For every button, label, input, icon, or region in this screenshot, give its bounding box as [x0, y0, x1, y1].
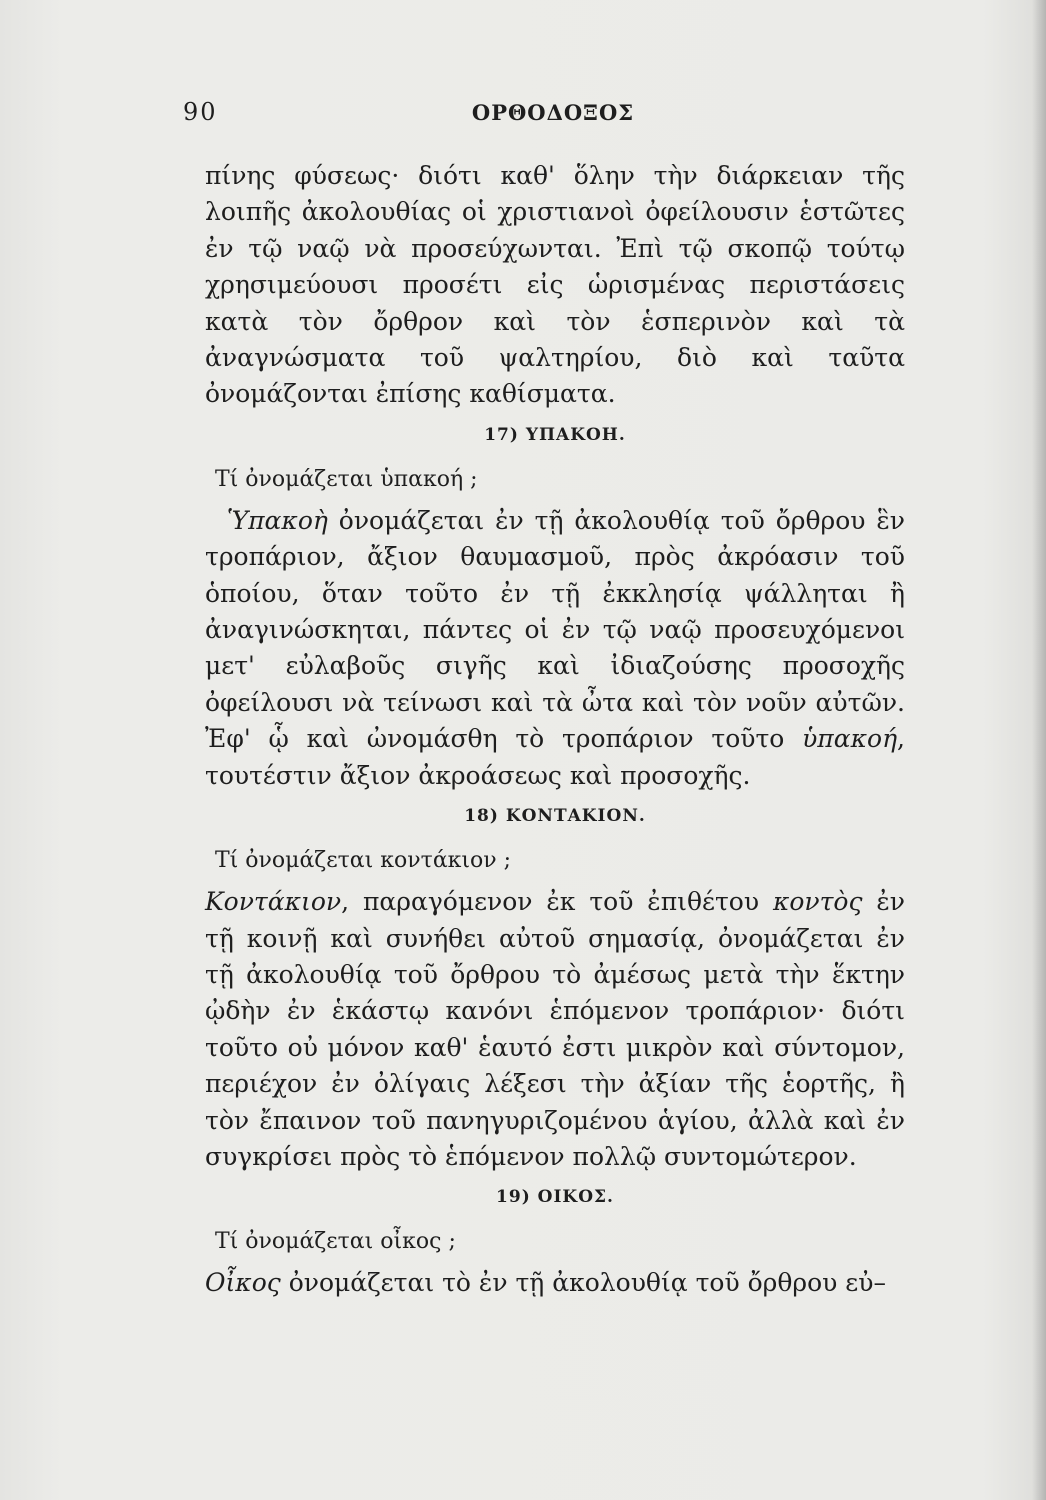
answer-17-text-2: , τουτέστιν ἄξιον ἀκροάσεως καὶ προσοχῆς.: [205, 724, 905, 790]
page-header: [183, 98, 903, 138]
page-edge-shadow: [1032, 0, 1046, 1500]
answer-18: [205, 884, 905, 1175]
page-body: [205, 158, 905, 1302]
section-heading-17: 17) ΥΠΑΚΟΗ.: [484, 424, 626, 445]
page-number: 90: [183, 98, 218, 126]
question-17: Τί ὀνομάζεται ὑπακοή ;: [215, 466, 478, 492]
answer-18-emphasis: κοντὸς: [772, 887, 863, 917]
question-18: Τί ὀνομάζεται κοντάκιον ;: [215, 848, 512, 874]
answer-19-lead: Οἶκος: [205, 1268, 281, 1298]
section-heading-18: 18) ΚΟΝΤΑΚΙΟΝ.: [464, 806, 646, 827]
answer-17-lead: Ὑπακοὴ: [226, 505, 328, 535]
answer-17-text-1: ὀνομάζεται ἐν τῇ ἀκολουθίᾳ τοῦ ὄρθρου ἓν τροπάριον, ἄξιον θαυμασμοῦ, πρὸς ἀκρόασιν τοῦ ὁποίου, ὅταν τοῦτο ἐν τῇ ἐκκλησίᾳ ψάλληται ἢ ἀναγινώσκηται, πάντες οἱ ἐν τῷ ναῷ προσευχόμενοι μετ' εὐλαβοῦς σιγῆς καὶ ἰδιαζούσης προσοχῆς ὀφείλουσι νὰ τείνωσι καὶ τὰ ὦτα καὶ τὸν νοῦν αὐτῶν. Ἐφ' ᾧ καὶ ὠνομάσθη τὸ τροπάριον τοῦτο: [205, 505, 905, 754]
answer-19: [205, 1265, 905, 1301]
paragraph-continued: πίνης φύσεως· διότι καθ' ὅλην τὴν διάρκειαν τῆς λοιπῆς ἀκολουθίας οἱ χριστιανοὶ ὀφείλουσιν ἑστῶτες ἐν τῷ ναῷ νὰ προσεύχωνται. Ἐπὶ τῷ σκοπῷ τούτῳ χρησιμεύουσι προσέτι εἰς ὡρισμένας περιστάσεις κατὰ τὸν ὄρθρον καὶ τὸν ἑσπερινὸν καὶ τὰ ἀναγνώσματα τοῦ ψαλτηρίου, διὸ καὶ ταῦτα ὀνομάζονται ἐπίσης καθίσματα.: [205, 161, 905, 409]
answer-17: [205, 503, 905, 794]
section-heading-19: 19) ΟΙΚΟΣ.: [496, 1187, 614, 1208]
answer-17-emphasis: ὑπακοή: [802, 724, 898, 754]
answer-18-text-1: , παραγόμενον ἐκ τοῦ ἐπιθέτου: [341, 887, 773, 917]
answer-18-lead: Κοντάκιον: [205, 887, 342, 917]
question-19: Τί ὀνομάζεται οἶκος ;: [215, 1229, 456, 1255]
running-title: ΟΡΘΟΔΟΞΟΣ: [471, 100, 635, 125]
answer-19-text-1: ὀνομάζεται τὸ ἐν τῇ ἀκολουθίᾳ τοῦ ὄρθρου εὐ–: [280, 1268, 886, 1298]
answer-18-text-2: ἐν τῇ κοινῇ καὶ συνήθει αὐτοῦ σημασίᾳ, ὀνομάζεται ἐν τῇ ἀκολουθίᾳ τοῦ ὄρθρου τὸ ἀμέσως μετὰ τὴν ἕκτην ᾠδὴν ἐν ἑκάστῳ κανόνι ἑπόμενον τροπάριον· διότι τοῦτο οὐ μόνον καθ' ἑαυτό ἐστι μικρὸν καὶ σύντομον, περιέχον ἐν ὀλίγαις λέξεσι τὴν ἀξίαν τῆς ἑορτῆς, ἢ τὸν ἔπαινον τοῦ πανηγυριζομένου ἁγίου, ἀλλὰ καὶ ἐν συγκρίσει πρὸς τὸ ἑπόμενον πολλῷ συντομώτερον.: [205, 887, 905, 1171]
